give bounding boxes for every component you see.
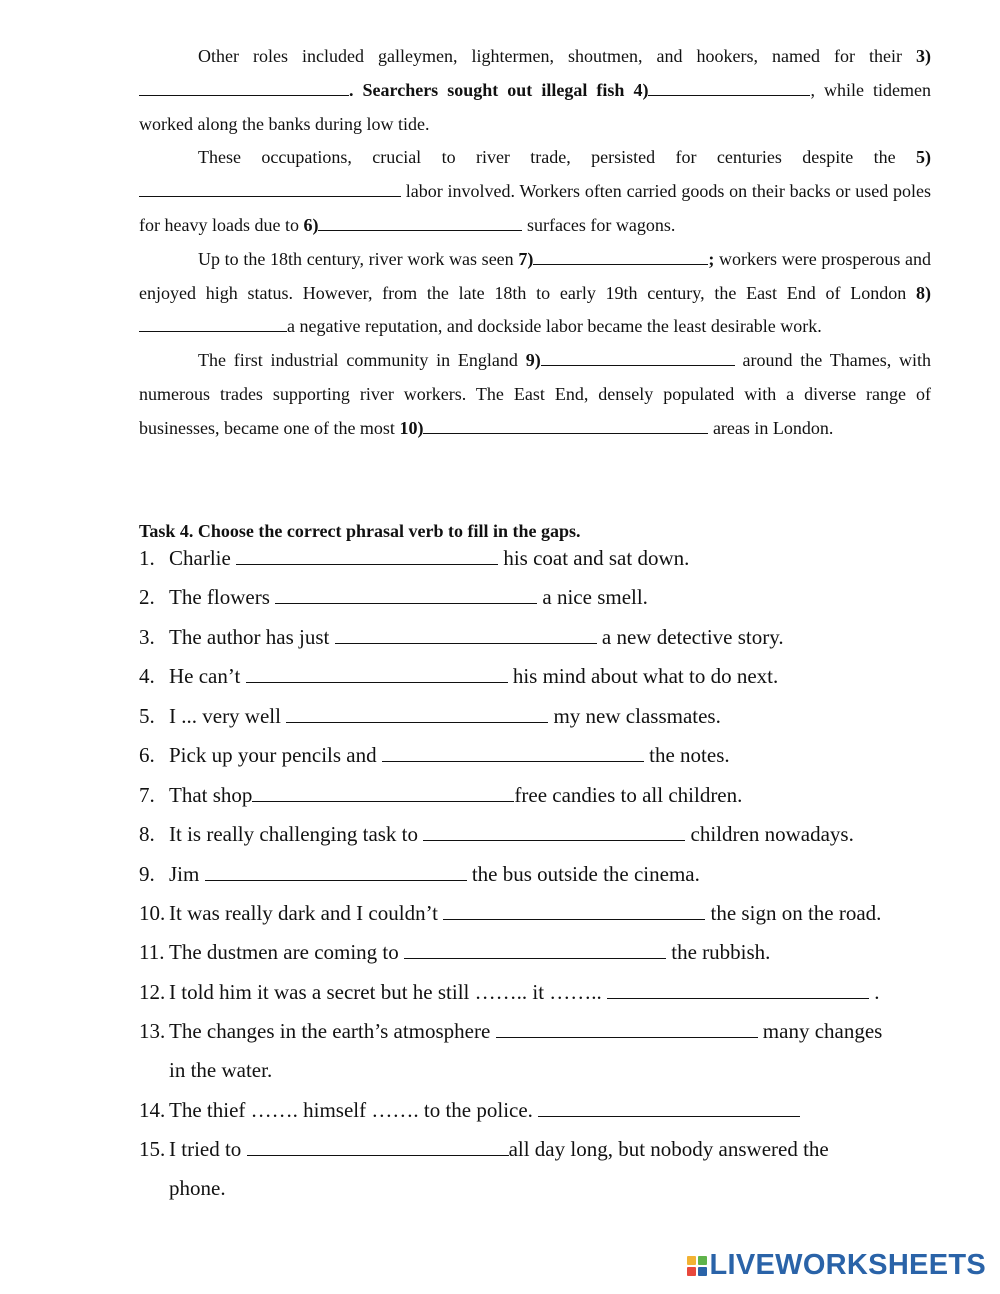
paragraph-3: Up to the 18th century, river work was seen 7) ; workers were prosperous and enjoyed high status. However, from the late 18th to early 19th century, the East End of London 8) a negative reputation, and dockside labor became the least desirable work. — [139, 248, 932, 337]
question-13-gap[interactable] — [496, 1021, 758, 1038]
reading-passage — [139, 40, 931, 446]
question-5: 5. I ... very well my new classmates. — [139, 704, 721, 728]
question-12-gap[interactable] — [607, 982, 869, 999]
question-3: 3. The author has just a new detective story. — [139, 625, 784, 649]
question-15-gap[interactable] — [247, 1139, 509, 1156]
gap-label-6: 6) — [303, 214, 319, 235]
question-10-gap[interactable] — [443, 903, 705, 920]
gap-label-5: 5) — [916, 147, 931, 168]
question-4-gap[interactable] — [246, 666, 508, 683]
gap-label-8: 8) — [916, 282, 931, 303]
question-14: 14. The thief ……. himself ……. to the police. — [139, 1091, 939, 1130]
logo-text: LIVEWORKSHEETS — [709, 1249, 986, 1281]
question-11-gap[interactable] — [404, 942, 666, 959]
question-12: 12. I told him it was a secret but he still …….. it …….. . — [139, 980, 880, 1004]
question-10: 10. It was really dark and I couldn’t the sign on the road. — [139, 901, 882, 925]
logo-square-2 — [698, 1256, 707, 1265]
question-8: 8. It is really challenging task to children nowadays. — [139, 822, 854, 846]
question-1-gap[interactable] — [236, 548, 498, 565]
gap-label-4: 4) — [633, 79, 649, 100]
logo-square-4 — [698, 1267, 707, 1276]
question-5-gap[interactable] — [286, 706, 548, 723]
question-9-gap[interactable] — [205, 864, 467, 881]
question-1: 1. Charlie his coat and sat down. — [139, 546, 690, 570]
question-15: 15. I tried to all day long, but nobody answered the phone. — [139, 1137, 829, 1201]
question-9: 9. Jim the bus outside the cinema. — [139, 862, 700, 886]
question-11: 11. The dustmen are coming to the rubbish. — [139, 940, 771, 964]
answer-gap-7[interactable] — [533, 250, 708, 265]
paragraph-4: The first industrial community in England 9) around the Thames, with numerous trades supporting river workers. The East End, densely populated with a diverse range of businesses, became one of the most 10) areas in London. — [139, 350, 931, 438]
paragraph-2: These occupations, crucial to river trade, persisted for centuries despite the 5) labor involved. Workers often carried goods on their backs or used poles for heavy loads due to 6) surfaces for wagons. — [139, 147, 931, 235]
liveworksheets-logo[interactable] — [687, 1249, 987, 1282]
question-6-gap[interactable] — [382, 745, 644, 762]
question-8-gap[interactable] — [423, 824, 685, 841]
question-13: 13. The changes in the earth’s atmosphere many changes in the water. — [139, 1019, 883, 1083]
question-6: 6. Pick up your pencils and the notes. — [139, 743, 730, 767]
question-14-gap[interactable] — [538, 1100, 800, 1117]
question-4: 4. He can’t his mind about what to do next. — [139, 664, 779, 688]
answer-gap-8[interactable] — [139, 317, 287, 332]
logo-squares-icon — [687, 1256, 707, 1276]
question-7: 7. That shop free candies to all children. — [139, 783, 743, 807]
gap-label-10: 10) — [399, 417, 424, 438]
question-2-gap[interactable] — [275, 587, 537, 604]
answer-gap-9[interactable] — [541, 351, 735, 366]
answer-gap-3[interactable] — [139, 81, 349, 96]
answer-gap-6[interactable] — [318, 216, 522, 231]
answer-gap-10[interactable] — [423, 419, 708, 434]
paragraph-1: Other roles included galleymen, lightermen, shoutmen, and hookers, named for their 3). Searchers sought out illegal fish 4) , while tidemen worked along the banks during low tide. — [139, 46, 931, 134]
logo-square-1 — [687, 1256, 696, 1265]
question-3-gap[interactable] — [335, 627, 597, 644]
question-2: 2. The flowers a nice smell. — [139, 585, 648, 609]
question-15-continuation: phone. — [169, 1176, 226, 1201]
answer-gap-4[interactable] — [648, 81, 810, 96]
question-13-continuation: in the water. — [169, 1058, 273, 1083]
gap-label-3: 3) — [916, 46, 931, 66]
gap-label-7: 7) — [518, 248, 534, 269]
gap-label-9: 9) — [525, 350, 541, 371]
task-4-title: Task 4. Choose the correct phrasal verb to fill in the gaps. — [139, 521, 581, 541]
question-7-gap[interactable] — [252, 785, 514, 802]
logo-square-3 — [687, 1267, 696, 1276]
answer-gap-5[interactable] — [139, 182, 401, 197]
